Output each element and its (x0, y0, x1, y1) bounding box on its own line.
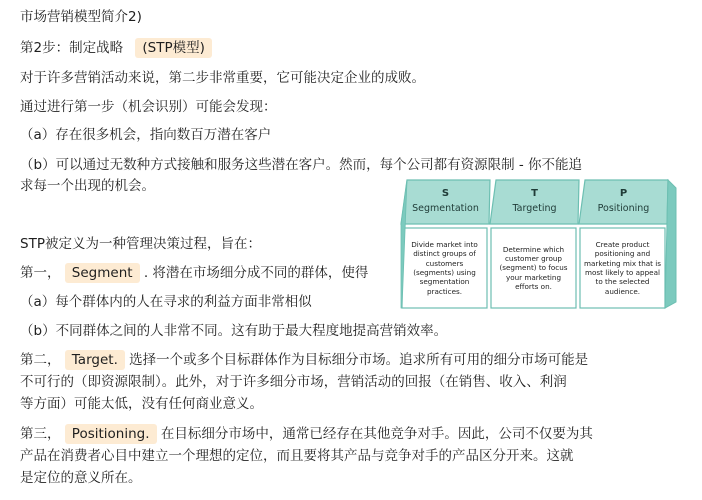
stp-desc-line: audience. (604, 286, 641, 296)
first-prefix: 第一， (20, 265, 61, 281)
list-item-b-line2: 求每一个出现的机会。 (20, 178, 155, 194)
stp-desc-line: (segment) to focus (499, 263, 568, 273)
stp-desc-line: practices. (426, 286, 463, 296)
step-prefix: 第2步：制定战略 (20, 40, 124, 56)
second-prefix: 第二， (20, 352, 61, 368)
third-positioning-line2: 产品在消费者心目中建立一个理想的定位，而且要将其产品与竞争对手的产品区分开来。这就 (20, 448, 574, 464)
third-prefix: 第三， (20, 426, 61, 442)
paragraph-importance: 对于许多营销活动来说，第二步非常重要，它可能决定企业的成败。 (20, 70, 425, 86)
page-heading: 市场营销模型简介2) (20, 9, 142, 25)
stp-desc-t (493, 245, 574, 292)
stp-desc-line: Create product (595, 239, 650, 249)
stp-desc-s (404, 240, 485, 296)
stp-desc-line: most likely to appeal (585, 268, 660, 278)
positioning-highlight: Positioning. (65, 424, 157, 444)
stp-diagram (398, 178, 682, 316)
paragraph-discovery: 通过进行第一步（机会识别）可能会发现： (20, 99, 277, 115)
stp-desc-line: Determine which (502, 244, 565, 254)
target-highlight: Target. (65, 350, 125, 370)
stp-title-p (581, 188, 666, 215)
stp-desc-line: (segments) using (413, 268, 476, 278)
second-text1: 选择一个或多个目标群体作为目标细分市场。追求所有可用的细分市场可能是 (129, 352, 589, 368)
stp-desc-line: customers (425, 258, 464, 268)
stp-letter: P (619, 188, 628, 199)
third-positioning-line1 (20, 424, 593, 444)
third-positioning-line3: 是定位的意义所在。 (20, 470, 142, 486)
stp-definition: STP被定义为一种管理决策过程，旨在： (20, 236, 261, 252)
stp-desc-line: segmentation (419, 277, 470, 287)
stp-desc-line: your marketing (505, 272, 562, 282)
stp-desc-line: to the selected (595, 277, 650, 287)
stp-letter: S (441, 188, 450, 199)
stp-name: Positioning (597, 203, 650, 214)
stp-desc-line: Divide market into (411, 239, 478, 249)
first-item-a: （a）每个群体内的人在寻求的利益方面非常相似 (20, 294, 312, 310)
stp-letter: T (531, 188, 538, 199)
first-segment-line (20, 263, 368, 283)
step-line (20, 38, 212, 58)
stp-title-t (492, 188, 577, 215)
stp-highlight: (STP模型) (135, 38, 212, 58)
stp-desc-line: efforts on. (515, 282, 552, 292)
stp-desc-line: distinct groups of (413, 249, 476, 259)
first-text: . 将潜在市场细分成不同的群体，使得 (143, 265, 369, 281)
second-target-line3: 等方面）可能太低，没有任何商业意义。 (20, 396, 263, 412)
stp-desc-line: marketing mix that is (583, 258, 662, 268)
second-target-line1 (20, 350, 588, 370)
list-item-b-line1: （b）可以通过无数种方式接触和服务这些潜在客户。然而，每个公司都有资源限制 - 你不能追 (20, 157, 583, 173)
segment-highlight: Segment (65, 263, 140, 283)
stp-desc-p (582, 240, 663, 296)
second-target-line2: 不可行的（即资源限制）。此外，对于许多细分市场，营销活动的回报（在销售、收入、利润 (20, 374, 567, 390)
stp-name: Targeting (512, 203, 557, 214)
stp-title-s (403, 188, 488, 215)
first-item-b: （b）不同群体之间的人非常不同。这有助于最大程度地提高营销效率。 (20, 323, 448, 339)
stp-name: Segmentation (412, 203, 479, 214)
stp-desc-line: positioning and (594, 249, 651, 259)
third-text1: 在目标细分市场中，通常已经存在其他竞争对手。因此，公司不仅要为其 (160, 426, 593, 442)
stp-desc-line: customer group (504, 253, 562, 263)
list-item-a: （a）存在很多机会，指向数百万潜在客户 (20, 127, 272, 143)
